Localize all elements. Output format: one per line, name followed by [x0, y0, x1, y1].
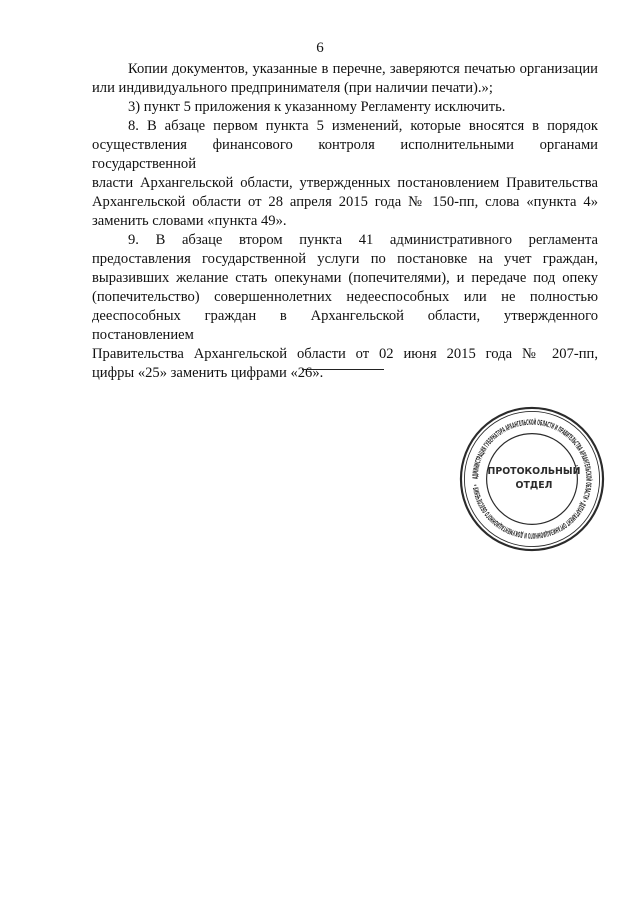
text-line: Правительства Архангельской области от 02 июня 2015 года № 207-пп,: [92, 346, 598, 362]
text-line: или индивидуального предпринимателя (при наличии печати).»;: [92, 80, 493, 96]
text-line: дееспособных граждан в Архангельской области, утвержденного постановлением: [92, 308, 598, 343]
text-line: 8. В абзаце первом пункта 5 изменений, которые вносятся в порядок: [128, 118, 598, 134]
text-line: Архангельской области от 28 апреля 2015 года № 150-пп, слова «пункта 4»: [92, 194, 598, 210]
seal-ring-text-path: АДМИНИСТРАЦИЯ ГУБЕРНАТОРА АРХАНГЕЛЬСКОЙ ОБЛАСТИ И ПРАВИТЕЛЬСТВА АРХАНГЕЛЬСКОЙ ОБЛАСТИ • ДЕПАРТАМЕНТ ОРГАНИЗАЦИОННОГО И ДОКУМЕНТАЦИОННОГО ОБЕСПЕЧЕНИЯ •: [470, 417, 594, 541]
text-line: 3) пункт 5 приложения к указанному Регламенту исключить.: [128, 99, 506, 115]
text-line: выразивших желание стать опекунами (попечителями), и передаче под опеку: [92, 270, 598, 286]
text-line: предоставления государственной услуги по постановке на учет граждан,: [92, 251, 598, 267]
document-body: [92, 60, 598, 383]
paragraph-item-3: [92, 98, 598, 117]
seal-center-line-1: ПРОТОКОЛЬНЫЙ: [487, 466, 581, 478]
text-line: Копии документов, указанные в перечне, заверяются печатью организации: [128, 61, 598, 77]
paragraph-item-8: [92, 117, 598, 231]
text-line: 9. В абзаце втором пункта 41 административного регламента: [128, 232, 598, 248]
paragraph-copies-certification: [92, 60, 598, 98]
text-line: (попечительство) совершеннолетних недееспособных или не полностью: [92, 289, 598, 305]
seal-center-line-2: ОТДЕЛ: [515, 479, 553, 491]
text-line: осуществления финансового контроля исполнительными органами государственной: [92, 137, 598, 172]
text-line: цифры «25» заменить цифрами «26».: [92, 365, 324, 381]
paragraph-item-9: [92, 231, 598, 383]
closing-divider: [302, 369, 384, 370]
text-line: заменить словами «пункта 49».: [92, 213, 287, 229]
protocol-department-seal: [458, 405, 606, 553]
text-line: власти Архангельской области, утвержденных постановлением Правительства: [92, 175, 598, 191]
page-number: 6: [316, 40, 324, 56]
